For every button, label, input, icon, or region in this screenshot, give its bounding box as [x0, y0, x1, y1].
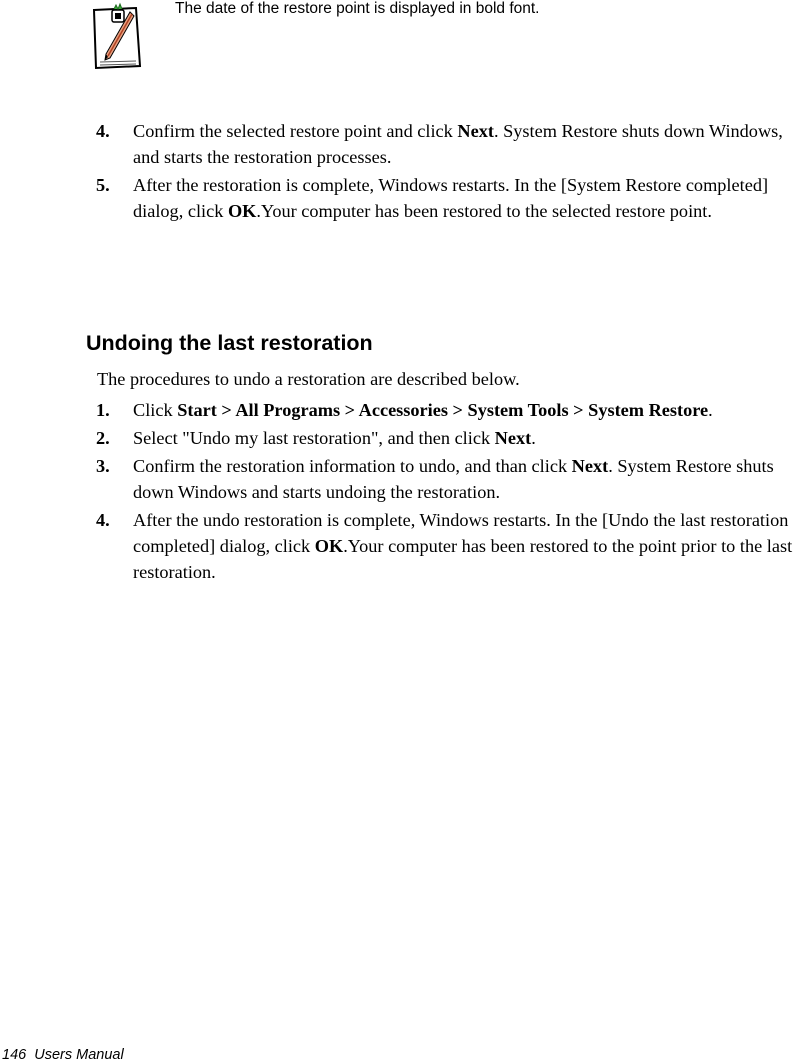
step-number: 5.	[96, 175, 110, 195]
list-item	[96, 397, 807, 423]
step-number: 3.	[96, 456, 110, 476]
list-item	[96, 507, 807, 585]
list-item	[96, 425, 807, 451]
footer-label: Users Manual	[34, 1047, 124, 1063]
note-pencil-icon	[88, 2, 148, 72]
note-text: The date of the restore point is displayed in bold font.	[175, 0, 540, 17]
step-text: .	[708, 400, 713, 420]
step-text: Click	[133, 400, 178, 420]
step-emphasis: OK	[314, 536, 344, 556]
list-item	[96, 118, 807, 170]
step-text: .Your computer has been restored to the point prior to the last restoration.	[133, 536, 793, 582]
step-text: After the restoration is complete, Windows restarts. In the [System Restore completed] dialog, click	[133, 175, 769, 221]
step-text: Select "Undo my last restoration", and then click	[133, 428, 495, 448]
step-text: .	[531, 428, 536, 448]
undo-steps-list	[96, 397, 807, 587]
step-text: . System Restore shuts down Windows, and starts the restoration processes.	[133, 121, 783, 167]
page-footer	[2, 1047, 124, 1064]
step-emphasis: Start > All Programs > Accessories > System Tools > System Restore	[177, 400, 709, 420]
step-emphasis: OK	[227, 201, 257, 221]
list-item	[96, 453, 807, 505]
step-text: . System Restore shuts down Windows and starts undoing the restoration.	[133, 456, 774, 502]
step-text: Confirm the restoration information to undo, and than click	[133, 456, 572, 476]
step-number: 4.	[96, 510, 110, 530]
step-emphasis: Next	[494, 428, 532, 448]
step-text: .Your computer has been restored to the selected restore point.	[256, 201, 712, 221]
restore-steps-list	[96, 118, 807, 226]
step-number: 4.	[96, 121, 110, 141]
step-emphasis: Next	[571, 456, 609, 476]
step-text: After the undo restoration is complete, Windows restarts. In the [Undo the last restoration completed] dialog, click	[133, 510, 789, 556]
step-text: Confirm the selected restore point and click	[133, 121, 458, 141]
section-title: Undoing the last restoration	[86, 331, 373, 355]
section-intro: The procedures to undo a restoration are described below.	[97, 369, 520, 389]
step-number: 2.	[96, 428, 110, 448]
step-emphasis: Next	[457, 121, 494, 141]
list-item	[96, 172, 807, 224]
step-number: 1.	[96, 400, 110, 420]
page-number: 146	[2, 1047, 27, 1063]
